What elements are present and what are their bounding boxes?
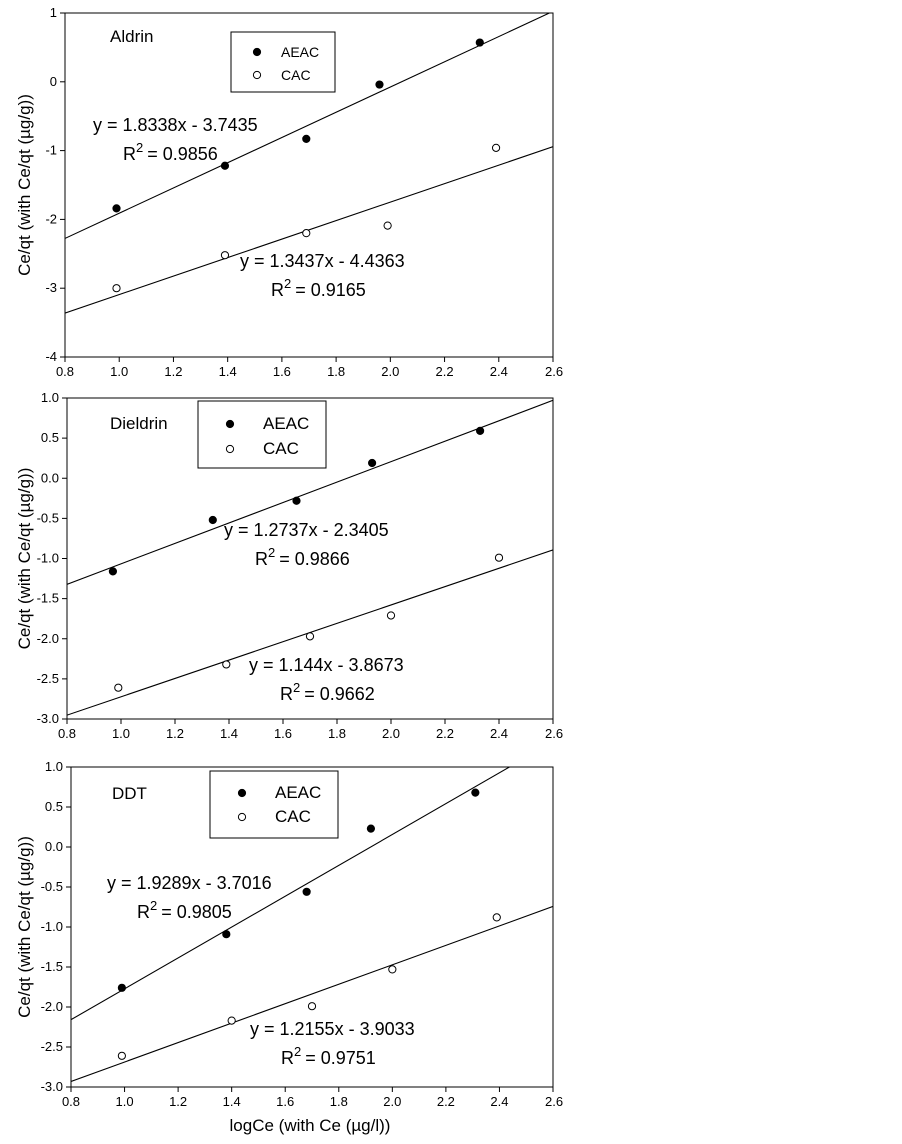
data-point-cac	[495, 554, 502, 561]
y-tick-label: 0.0	[44, 839, 63, 854]
chart-panel-dieldrin	[15, 390, 563, 741]
y-tick-label: -3.0	[40, 1079, 63, 1094]
x-tick-label: 2.2	[436, 1094, 455, 1109]
x-tick-label: 2.0	[383, 1094, 402, 1109]
x-tick-label: 1.4	[219, 726, 239, 741]
r-squared-symbol: R	[255, 549, 268, 569]
data-point-cac	[493, 914, 500, 921]
data-point-cac	[492, 144, 499, 151]
panel-title: DDT	[112, 784, 147, 803]
x-tick-label: 1.2	[165, 726, 185, 741]
data-point-cac	[384, 222, 391, 229]
y-tick-label: -3.0	[36, 711, 59, 726]
y-tick-label: -1.0	[40, 919, 63, 934]
data-point-aeac	[118, 984, 125, 991]
fit-equation-cac: y = 1.3437x - 4.4363	[240, 251, 405, 271]
y-tick-label: 0	[49, 73, 57, 89]
x-tick-label: 2.0	[381, 726, 401, 741]
r-squared-cac	[280, 680, 375, 704]
data-point-aeac	[476, 39, 483, 46]
y-axis-title: Ce/qt (with Ce/qt (µg/g))	[15, 467, 34, 650]
r-squared-symbol: R	[137, 902, 150, 922]
x-tick-label: 1.2	[164, 364, 183, 379]
panel-title: Aldrin	[110, 27, 154, 46]
x-tick-label: 0.8	[61, 1094, 81, 1109]
x-tick-label: 0.8	[57, 726, 77, 741]
data-point-aeac	[113, 205, 120, 212]
legend-box	[231, 32, 335, 92]
data-point-cac	[308, 1003, 315, 1010]
data-point-cac	[228, 1017, 235, 1024]
plot-frame	[71, 767, 553, 1087]
r-squared-cac	[271, 276, 366, 300]
data-point-aeac	[367, 825, 374, 832]
r-squared-value: = 0.9856	[147, 144, 218, 164]
data-point-cac	[118, 1052, 125, 1059]
r-squared-superscript: 2	[284, 276, 292, 291]
y-tick-label: 1.0	[40, 390, 59, 405]
data-point-cac	[221, 252, 228, 259]
r-squared-superscript: 2	[136, 140, 144, 155]
y-tick-label: -3	[45, 280, 57, 296]
r-squared-value: = 0.9805	[161, 902, 232, 922]
x-axis-title: logCe (with Ce (µg/l))	[229, 1116, 391, 1135]
legend-label-aeac: AEAC	[263, 414, 310, 433]
x-tick-label: 2.4	[489, 726, 509, 741]
fit-equation-aeac: y = 1.9289x - 3.7016	[107, 873, 272, 893]
fit-equation-aeac: y = 1.8338x - 3.7435	[93, 115, 258, 135]
legend-marker-aeac	[238, 789, 245, 796]
data-point-cac	[115, 684, 122, 691]
y-tick-label: -0.5	[36, 510, 59, 526]
r-squared-symbol: R	[271, 280, 284, 300]
y-tick-label: -0.5	[40, 879, 63, 894]
r-squared-symbol: R	[281, 1048, 294, 1068]
legend-marker-cac	[238, 813, 245, 820]
r-squared-value: = 0.9751	[305, 1048, 376, 1068]
x-tick-label: 2.4	[490, 1094, 509, 1109]
x-tick-label: 1.8	[329, 1094, 348, 1109]
data-point-aeac	[472, 789, 479, 796]
data-point-aeac	[293, 497, 300, 504]
x-tick-label: 1.4	[222, 1094, 241, 1109]
x-tick-label: 1.0	[111, 726, 131, 741]
x-tick-label: 2.4	[489, 364, 508, 379]
r-squared-symbol: R	[123, 144, 136, 164]
data-point-aeac	[109, 568, 116, 575]
x-tick-label: 2.6	[545, 364, 564, 379]
x-tick-label: 1.8	[327, 364, 346, 379]
y-tick-label: -2.0	[40, 999, 63, 1014]
fit-equation-cac: y = 1.144x - 3.8673	[249, 655, 404, 675]
legend-marker-cac	[226, 445, 233, 452]
data-point-aeac	[477, 427, 484, 434]
legend-label-cac: CAC	[281, 67, 311, 83]
x-tick-label: 1.6	[276, 1094, 295, 1109]
data-point-aeac	[303, 888, 310, 895]
r-squared-value: = 0.9866	[279, 549, 350, 569]
x-tick-label: 1.8	[327, 726, 347, 741]
legend-marker-aeac	[226, 420, 233, 427]
y-tick-label: -1	[45, 142, 57, 158]
r-squared-aeac	[137, 898, 232, 922]
data-point-cac	[223, 661, 230, 668]
y-axis-title: Ce/qt (with Ce/qt (µg/g))	[15, 94, 34, 276]
y-tick-label: -2.5	[40, 1039, 63, 1054]
data-point-cac	[306, 633, 313, 640]
y-tick-label: 0.5	[40, 430, 59, 446]
panel-title: Dieldrin	[110, 414, 168, 433]
x-tick-label: 2.6	[545, 1094, 564, 1109]
legend-marker-cac	[253, 71, 260, 78]
data-point-aeac	[209, 516, 216, 523]
r-squared-value: = 0.9662	[304, 684, 375, 704]
y-axis-title: Ce/qt (with Ce/qt (µg/g))	[15, 836, 34, 1018]
data-point-cac	[113, 285, 120, 292]
data-point-cac	[303, 230, 310, 237]
r-squared-superscript: 2	[268, 545, 276, 560]
legend-label-aeac: AEAC	[275, 783, 322, 802]
data-point-cac	[389, 966, 396, 973]
chart-panel-aldrin	[15, 5, 563, 379]
legend-box	[210, 771, 338, 838]
x-tick-label: 1.6	[272, 364, 291, 379]
data-point-cac	[387, 612, 394, 619]
fit-equation-cac: y = 1.2155x - 3.9033	[250, 1019, 415, 1039]
r-squared-superscript: 2	[293, 680, 301, 695]
y-tick-label: 0.0	[40, 470, 59, 486]
data-point-aeac	[369, 459, 376, 466]
y-tick-label: 0.5	[44, 799, 63, 814]
data-point-aeac	[376, 81, 383, 88]
r-squared-aeac	[255, 545, 350, 569]
x-tick-label: 1.6	[273, 726, 293, 741]
legend-label-aeac: AEAC	[281, 44, 320, 60]
data-point-aeac	[303, 135, 310, 142]
r-squared-aeac	[123, 140, 218, 164]
r-squared-cac	[281, 1044, 376, 1068]
y-tick-label: 1.0	[44, 759, 63, 774]
r-squared-superscript: 2	[150, 898, 158, 913]
y-tick-label: -2.5	[36, 670, 59, 686]
y-tick-label: -4	[45, 349, 57, 364]
x-tick-label: 2.6	[545, 726, 564, 741]
x-tick-label: 2.2	[435, 364, 454, 379]
data-point-aeac	[221, 162, 228, 169]
y-tick-label: 1	[49, 5, 57, 20]
chart-panel-ddt	[15, 742, 563, 1135]
r-squared-symbol: R	[280, 684, 293, 704]
data-point-aeac	[223, 931, 230, 938]
y-tick-label: -2	[45, 211, 57, 227]
y-tick-label: -1.5	[40, 959, 63, 974]
x-tick-label: 2.0	[381, 364, 400, 379]
x-tick-label: 1.2	[169, 1094, 188, 1109]
plot-frame	[65, 13, 553, 357]
y-tick-label: -1.5	[36, 590, 59, 606]
fit-equation-aeac: y = 1.2737x - 2.3405	[224, 520, 389, 540]
y-tick-label: -2.0	[36, 630, 59, 646]
legend-box	[198, 401, 326, 468]
legend-label-cac: CAC	[263, 439, 299, 458]
r-squared-value: = 0.9165	[295, 280, 366, 300]
x-tick-label: 2.2	[435, 726, 455, 741]
x-tick-label: 1.4	[218, 364, 237, 379]
r-squared-superscript: 2	[294, 1044, 302, 1059]
legend-label-cac: CAC	[275, 807, 311, 826]
x-tick-label: 1.0	[110, 364, 129, 379]
x-tick-label: 1.0	[115, 1094, 134, 1109]
legend-marker-aeac	[253, 48, 260, 55]
x-tick-label: 0.8	[55, 364, 75, 379]
y-tick-label: -1.0	[36, 550, 59, 566]
